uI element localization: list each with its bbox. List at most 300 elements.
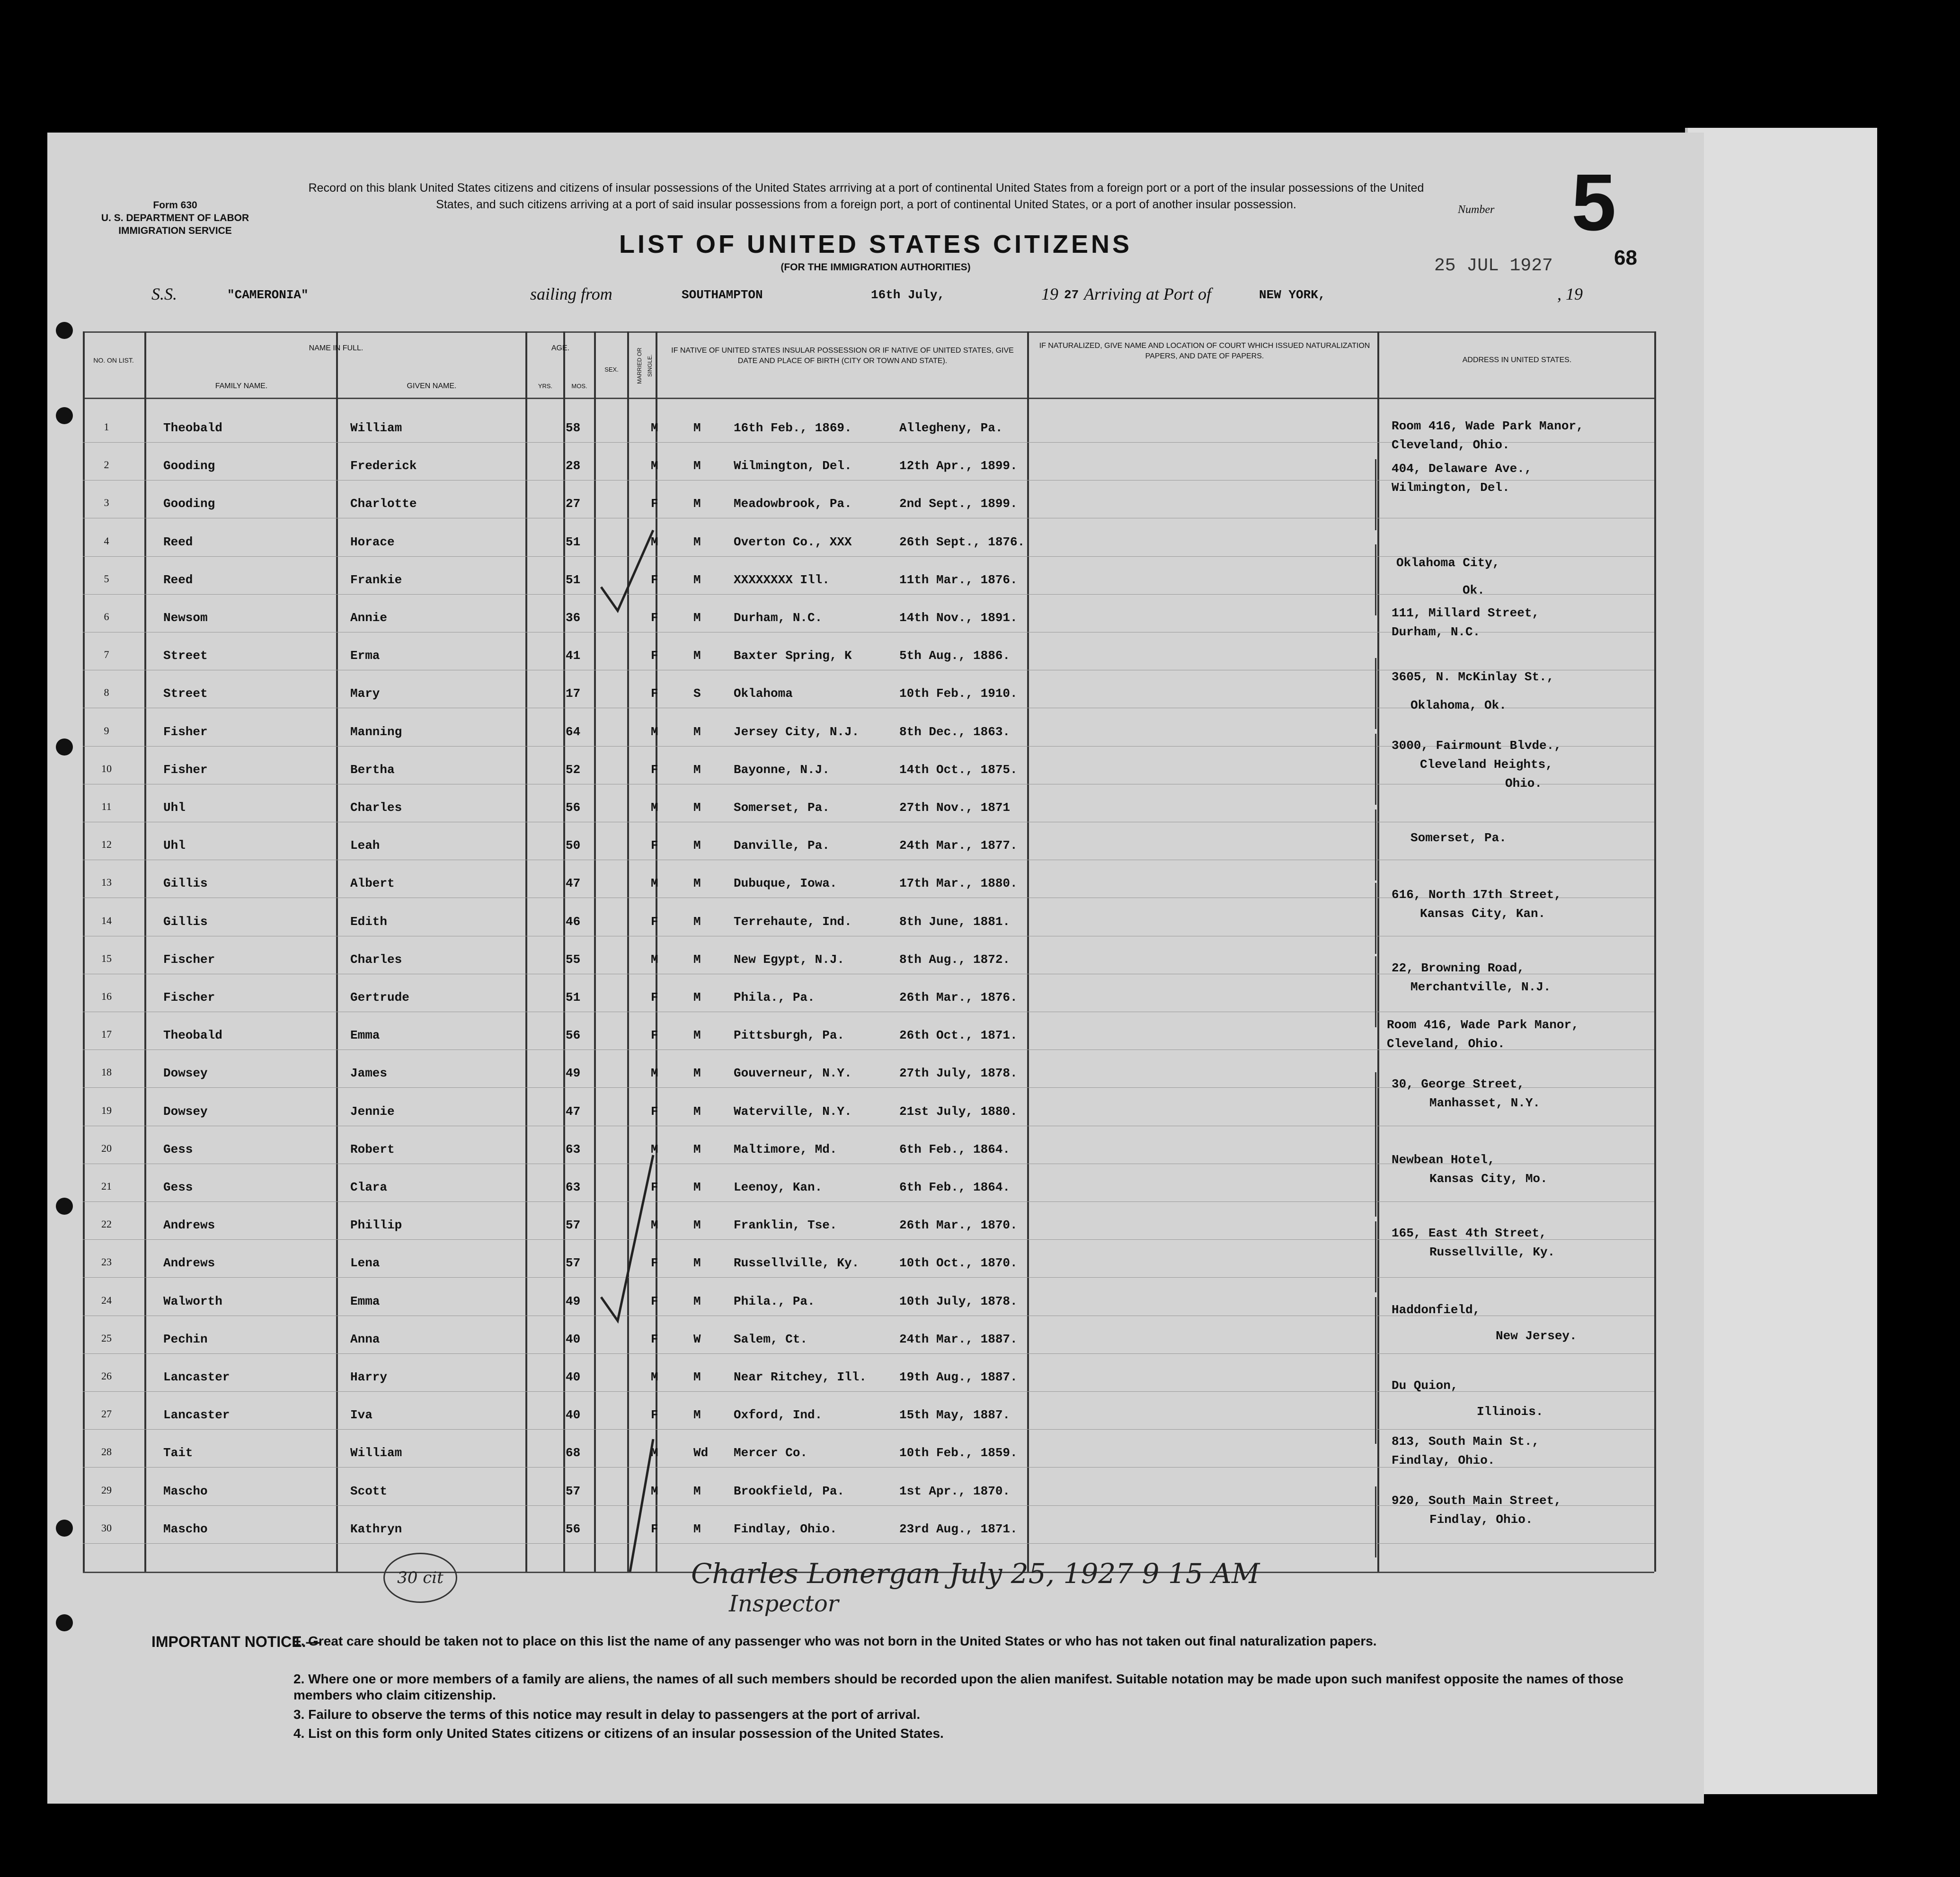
cell-ms: M bbox=[693, 459, 701, 473]
address-entry bbox=[1392, 459, 1532, 497]
address-line: Kansas City, Mo. bbox=[1429, 1172, 1548, 1186]
cell-sex: M bbox=[651, 1066, 658, 1081]
backing-sheet bbox=[1685, 128, 1877, 1794]
cell-no: 30 bbox=[101, 1521, 112, 1534]
bracket bbox=[1375, 1221, 1381, 1292]
cell-family: Tait bbox=[163, 1446, 193, 1460]
cell-family: Gess bbox=[163, 1142, 193, 1156]
cell-date: 8th June, 1881. bbox=[899, 914, 1011, 929]
page-number: 68 bbox=[1614, 246, 1637, 269]
cell-family: Street bbox=[163, 649, 208, 663]
cell-family: Mascho bbox=[163, 1484, 208, 1498]
cell-place: Pittsburgh, Pa. bbox=[734, 1028, 845, 1043]
cell-no: 6 bbox=[104, 611, 109, 623]
cell-no: 4 bbox=[104, 534, 109, 547]
address-line: Cleveland Heights, bbox=[1420, 757, 1553, 772]
cell-place: Near Ritchey, Ill. bbox=[734, 1370, 867, 1384]
cell-place: 16th Feb., 1869. bbox=[734, 421, 852, 435]
cell-place: Somerset, Pa. bbox=[734, 801, 830, 815]
cell-no: 7 bbox=[104, 649, 109, 661]
bracket bbox=[1375, 1146, 1381, 1217]
cell-place: XXXXXXXX Ill. bbox=[734, 572, 830, 587]
cell-date: 26th Mar., 1876. bbox=[899, 990, 1018, 1005]
header-instructions: Record on this blank United States citizens and citizens of insular possessions of the United States arrriving at a port of continental United States from a foreign port or a port of the insular possessions of the United States, and such citizens arriving at a port of said insular possessions from a foreign port, a port of continental United States, or a port of another insular possession. bbox=[308, 181, 1424, 211]
cell-yrs: 58 bbox=[566, 421, 581, 435]
number-label: Number bbox=[1458, 204, 1495, 216]
address-line: Ok. bbox=[1463, 583, 1485, 597]
arrival-port: NEW YORK, bbox=[1259, 288, 1326, 302]
punch-hole bbox=[56, 1614, 73, 1631]
address-line: Oklahoma, Ok. bbox=[1410, 698, 1507, 712]
cell-given: Edith bbox=[350, 914, 388, 929]
col-rule bbox=[1654, 331, 1656, 1572]
cell-family: Reed bbox=[163, 572, 193, 587]
cell-given: Emma bbox=[350, 1294, 380, 1308]
punch-hole bbox=[56, 322, 73, 339]
cell-date: 27th Nov., 1871 bbox=[899, 801, 1011, 815]
cell-ms: M bbox=[693, 952, 701, 967]
cell-date: 10th Feb., 1859. bbox=[899, 1446, 1018, 1460]
cell-given: William bbox=[350, 1446, 402, 1460]
col-married-header: MARRIED OR SINGLE. bbox=[636, 347, 653, 384]
cell-place: Baxter Spring, K bbox=[734, 649, 852, 663]
cell-given: Anna bbox=[350, 1332, 380, 1346]
sailing-label: sailing from bbox=[530, 285, 612, 303]
cell-given: Erma bbox=[350, 649, 380, 663]
cell-place: Meadowbrook, Pa. bbox=[734, 497, 852, 511]
ss-label: S.S. bbox=[151, 285, 177, 303]
punch-hole bbox=[56, 738, 73, 756]
address-line: Somerset, Pa. bbox=[1410, 831, 1507, 845]
punch-hole bbox=[56, 407, 73, 424]
cell-ms: Wd bbox=[693, 1446, 709, 1460]
cell-sex: F bbox=[651, 649, 658, 663]
cell-date: 2nd Sept., 1899. bbox=[899, 497, 1018, 511]
department-name: U. S. DEPARTMENT OF LABOR bbox=[101, 213, 249, 223]
col-birth-header: IF NATIVE OF UNITED STATES INSULAR POSSESSION OR IF NATIVE OF UNITED STATES, GIVE DATE AND PLACE OF BIRTH (CITY OR TOWN AND STATE). bbox=[671, 347, 1014, 365]
cell-place: Phila., Pa. bbox=[734, 1294, 815, 1308]
cell-sex: F bbox=[651, 1028, 658, 1043]
cell-yrs: 46 bbox=[566, 914, 581, 929]
cell-ms: M bbox=[693, 762, 701, 777]
cell-family: Uhl bbox=[163, 838, 186, 853]
address-line: Illinois. bbox=[1477, 1405, 1543, 1419]
cell-sex: F bbox=[651, 611, 658, 625]
page-subtitle: (FOR THE IMMIGRATION AUTHORITIES) bbox=[780, 262, 971, 273]
notice-item: 4. List on this form only United States citizens or citizens of an insular possession of the United States. bbox=[293, 1726, 944, 1741]
address-line: 920, South Main Street, bbox=[1392, 1494, 1561, 1508]
cell-place: Waterville, N.Y. bbox=[734, 1104, 852, 1119]
col-mos-header: MOS. bbox=[571, 383, 587, 390]
cell-given: Frankie bbox=[350, 572, 402, 587]
cell-sex: M bbox=[651, 724, 658, 739]
cell-sex: F bbox=[651, 914, 658, 929]
cell-sex: F bbox=[651, 1294, 658, 1308]
address-entry bbox=[1387, 1015, 1579, 1053]
cell-sex: M bbox=[651, 1446, 658, 1460]
cell-given: Lena bbox=[350, 1256, 380, 1271]
cell-date: 26th Sept., 1876. bbox=[899, 534, 1025, 549]
cell-ms: M bbox=[693, 801, 701, 815]
cell-family: Lancaster bbox=[163, 1370, 230, 1384]
address-line: Newbean Hotel, bbox=[1392, 1153, 1495, 1167]
bracket bbox=[1375, 459, 1381, 530]
col-sex-header: SEX. bbox=[604, 366, 619, 373]
cell-yrs: 63 bbox=[566, 1180, 581, 1194]
cell-date: 14th Oct., 1875. bbox=[899, 762, 1018, 777]
cell-ms: M bbox=[693, 1370, 701, 1384]
cell-no: 28 bbox=[101, 1446, 112, 1458]
bracket bbox=[1375, 544, 1381, 615]
bracket bbox=[1375, 734, 1381, 805]
notice-item: 3. Failure to observe the terms of this notice may result in delay to passengers at the port of arrival. bbox=[293, 1707, 921, 1722]
cell-ms: M bbox=[693, 1104, 701, 1119]
cell-no: 1 bbox=[104, 421, 109, 433]
cell-place: Leenoy, Kan. bbox=[734, 1180, 823, 1194]
cell-family: Gess bbox=[163, 1180, 193, 1194]
cell-date: 11th Mar., 1876. bbox=[899, 572, 1018, 587]
bracket bbox=[1375, 1297, 1381, 1373]
inspector-title: Inspector bbox=[729, 1591, 839, 1617]
cell-given: Horace bbox=[350, 534, 395, 549]
cell-ms: M bbox=[693, 497, 701, 511]
col-name-header: NAME IN FULL. bbox=[309, 344, 364, 352]
cell-no: 5 bbox=[104, 572, 109, 585]
cell-given: Bertha bbox=[350, 762, 395, 777]
col-family-header: FAMILY NAME. bbox=[215, 382, 268, 390]
address-line: Cleveland, Ohio. bbox=[1392, 438, 1510, 452]
cell-yrs: 56 bbox=[566, 1521, 581, 1536]
cell-ms: M bbox=[693, 876, 701, 891]
address-entry bbox=[1396, 549, 1499, 604]
cell-no: 19 bbox=[101, 1104, 112, 1116]
cell-no: 14 bbox=[101, 914, 112, 926]
cell-given: Albert bbox=[350, 876, 395, 891]
cell-ms: M bbox=[693, 724, 701, 739]
year-prefix: 19 bbox=[1041, 285, 1058, 303]
cell-ms: M bbox=[693, 649, 701, 663]
departure-date: 16th July, bbox=[871, 288, 945, 302]
form-number: Form 630 bbox=[153, 200, 197, 211]
bracket bbox=[1375, 956, 1381, 1027]
cell-ms: M bbox=[693, 1066, 701, 1081]
cell-date: 8th Dec., 1863. bbox=[899, 724, 1011, 739]
cell-yrs: 51 bbox=[566, 534, 581, 549]
cell-place: Durham, N.C. bbox=[734, 611, 823, 625]
cell-no: 11 bbox=[101, 801, 112, 812]
notice-item: 2. Where one or more members of a family are aliens, the names of all such members should be recorded upon the alien manifest. Suitable notation may be made upon such manifest opposite the names of those members who claim citizenship. bbox=[293, 1672, 1623, 1702]
address-entry bbox=[1392, 959, 1551, 996]
cell-yrs: 51 bbox=[566, 990, 581, 1005]
cell-given: Emma bbox=[350, 1028, 380, 1043]
cell-date: 5th Aug., 1886. bbox=[899, 649, 1011, 663]
cell-family: Theobald bbox=[163, 421, 222, 435]
cell-date: 15th May, 1887. bbox=[899, 1408, 1011, 1423]
cell-given: William bbox=[350, 421, 402, 435]
cell-place: New Egypt, N.J. bbox=[734, 952, 845, 967]
cell-ms: M bbox=[693, 1028, 701, 1043]
cell-no: 17 bbox=[101, 1028, 112, 1041]
cell-given: Robert bbox=[350, 1142, 395, 1156]
address-line: 404, Delaware Ave., bbox=[1392, 462, 1532, 476]
address-line: Du Quion, bbox=[1392, 1379, 1458, 1393]
address-line: Merchantville, N.J. bbox=[1410, 980, 1551, 994]
cell-ms: M bbox=[693, 914, 701, 929]
service-name: IMMIGRATION SERVICE bbox=[118, 225, 232, 236]
cell-given: Iva bbox=[350, 1408, 372, 1423]
check-marks bbox=[582, 398, 705, 1572]
cell-family: Lancaster bbox=[163, 1408, 230, 1423]
cell-place: Oxford, Ind. bbox=[734, 1408, 823, 1423]
cell-no: 24 bbox=[101, 1294, 112, 1306]
cell-place: Russellville, Ky. bbox=[734, 1256, 860, 1271]
citizen-count-note: 30 cit bbox=[383, 1553, 457, 1603]
cell-family: Newsom bbox=[163, 611, 208, 625]
cell-family: Walworth bbox=[163, 1294, 222, 1308]
col-age-header: AGE. bbox=[551, 344, 570, 352]
cell-ms: M bbox=[693, 838, 701, 853]
address-line: Wilmington, Del. bbox=[1392, 480, 1510, 495]
cell-place: Overton Co., XXX bbox=[734, 534, 852, 549]
cell-no: 10 bbox=[101, 762, 112, 774]
address-line: Manhasset, N.Y. bbox=[1429, 1096, 1541, 1110]
cell-yrs: 17 bbox=[566, 686, 581, 701]
bracket bbox=[1375, 1072, 1381, 1148]
cell-yrs: 49 bbox=[566, 1066, 581, 1081]
page-title: LIST OF UNITED STATES CITIZENS bbox=[619, 230, 1132, 258]
address-line: 165, East 4th Street, bbox=[1392, 1226, 1547, 1240]
cell-given: Leah bbox=[350, 838, 380, 853]
cell-date: 23rd Aug., 1871. bbox=[899, 1521, 1018, 1536]
cell-date: 6th Feb., 1864. bbox=[899, 1180, 1011, 1194]
cell-place: Jersey City, N.J. bbox=[734, 724, 860, 739]
cell-date: 19th Aug., 1887. bbox=[899, 1370, 1018, 1384]
cell-yrs: 57 bbox=[566, 1218, 581, 1233]
cell-ms: M bbox=[693, 990, 701, 1005]
cell-yrs: 55 bbox=[566, 952, 581, 967]
cell-family: Theobald bbox=[163, 1028, 222, 1043]
bracket bbox=[1375, 1486, 1381, 1557]
cell-place: Phila., Pa. bbox=[734, 990, 815, 1005]
notice-item: 1. Great care should be taken not to place on this list the name of any passenger who was not born in the United States or who has not taken out final naturalization papers. bbox=[293, 1634, 1377, 1648]
arrival-year: , 19 bbox=[1557, 285, 1583, 303]
cell-yrs: 56 bbox=[566, 801, 581, 815]
cell-date: 26th Oct., 1871. bbox=[899, 1028, 1018, 1043]
cell-given: Mary bbox=[350, 686, 380, 701]
cell-place: Oklahoma bbox=[734, 686, 793, 701]
cell-no: 9 bbox=[104, 724, 109, 737]
cell-place: Franklin, Tse. bbox=[734, 1218, 837, 1233]
cell-ms: M bbox=[693, 1180, 701, 1194]
cell-yrs: 50 bbox=[566, 838, 581, 853]
cell-place: Gouverneur, N.Y. bbox=[734, 1066, 852, 1081]
cell-place: Wilmington, Del. bbox=[734, 459, 852, 473]
cell-family: Fisher bbox=[163, 762, 208, 777]
punch-hole bbox=[56, 1198, 73, 1215]
cell-family: Uhl bbox=[163, 801, 186, 815]
address-line: Haddonfield, bbox=[1392, 1303, 1481, 1317]
cell-yrs: 68 bbox=[566, 1446, 581, 1460]
cell-sex: M bbox=[651, 1370, 658, 1384]
cell-ms: M bbox=[693, 572, 701, 587]
cell-yrs: 47 bbox=[566, 876, 581, 891]
header-rule bbox=[83, 398, 1654, 399]
cell-place: Salem, Ct. bbox=[734, 1332, 808, 1346]
address-line: Room 416, Wade Park Manor, bbox=[1392, 419, 1584, 433]
cell-sex: F bbox=[651, 686, 658, 701]
cell-no: 12 bbox=[101, 838, 112, 851]
cell-no: 18 bbox=[101, 1066, 112, 1078]
col-given-header: GIVEN NAME. bbox=[407, 382, 457, 390]
col-no-header: NO. ON LIST. bbox=[93, 356, 134, 364]
cell-family: Street bbox=[163, 686, 208, 701]
cell-ms: M bbox=[693, 1142, 701, 1156]
cell-date: 21st July, 1880. bbox=[899, 1104, 1018, 1119]
cell-no: 29 bbox=[101, 1484, 112, 1496]
notice-heading: IMPORTANT NOTICE.— bbox=[151, 1633, 321, 1650]
address-line: Russellville, Ky. bbox=[1429, 1245, 1555, 1259]
cell-place: Dubuque, Iowa. bbox=[734, 876, 837, 891]
cell-no: 8 bbox=[104, 686, 109, 699]
cell-yrs: 56 bbox=[566, 1028, 581, 1043]
list-number: 5 bbox=[1571, 158, 1616, 248]
cell-family: Gillis bbox=[163, 914, 208, 929]
cell-place: Terrehaute, Ind. bbox=[734, 914, 852, 929]
table-top-rule bbox=[83, 331, 1654, 333]
cell-date: 14th Nov., 1891. bbox=[899, 611, 1018, 625]
cell-sex: M bbox=[651, 801, 658, 815]
cell-place: Danville, Pa. bbox=[734, 838, 830, 853]
cell-given: Harry bbox=[350, 1370, 388, 1384]
cell-sex: M bbox=[651, 876, 658, 891]
cell-yrs: 40 bbox=[566, 1370, 581, 1384]
cell-sex: F bbox=[651, 1408, 658, 1423]
cell-place: Brookfield, Pa. bbox=[734, 1484, 845, 1498]
year-value: 27 bbox=[1064, 288, 1079, 302]
cell-no: 20 bbox=[101, 1142, 112, 1154]
cell-given: Frederick bbox=[350, 459, 417, 473]
cell-date: 12th Apr., 1899. bbox=[899, 459, 1018, 473]
address-line: 616, North 17th Street, bbox=[1392, 888, 1561, 902]
address-entry bbox=[1392, 1297, 1577, 1349]
punch-hole bbox=[56, 1520, 73, 1537]
cell-family: Fischer bbox=[163, 990, 215, 1005]
cell-ms: M bbox=[693, 611, 701, 625]
cell-yrs: 52 bbox=[566, 762, 581, 777]
cell-date: 17th Mar., 1880. bbox=[899, 876, 1018, 891]
cell-family: Dowsey bbox=[163, 1066, 208, 1081]
cell-ms: S bbox=[693, 686, 701, 701]
cell-place: Findlay, Ohio. bbox=[734, 1521, 837, 1536]
cell-family: Fischer bbox=[163, 952, 215, 967]
cell-sex: M bbox=[651, 421, 658, 435]
cell-family: Reed bbox=[163, 534, 193, 549]
cell-yrs: 40 bbox=[566, 1332, 581, 1346]
cell-given: Kathryn bbox=[350, 1521, 402, 1536]
cell-no: 25 bbox=[101, 1332, 112, 1344]
address-entry bbox=[1410, 828, 1507, 847]
address-line: 813, South Main St., bbox=[1392, 1434, 1540, 1449]
cell-date: 24th Mar., 1887. bbox=[899, 1332, 1018, 1346]
address-entry bbox=[1392, 1373, 1543, 1425]
cell-sex: F bbox=[651, 762, 658, 777]
cell-date: 8th Aug., 1872. bbox=[899, 952, 1011, 967]
cell-given: Jennie bbox=[350, 1104, 395, 1119]
ship-name: "CAMERONIA" bbox=[227, 288, 309, 302]
cell-date: Allegheny, Pa. bbox=[899, 421, 1003, 435]
cell-family: Mascho bbox=[163, 1521, 208, 1536]
cell-ms: M bbox=[693, 1408, 701, 1423]
address-line: Ohio. bbox=[1505, 776, 1543, 791]
address-entry bbox=[1392, 1150, 1548, 1188]
cell-sex: F bbox=[651, 990, 658, 1005]
cell-family: Gooding bbox=[163, 459, 215, 473]
cell-yrs: 36 bbox=[566, 611, 581, 625]
cell-yrs: 57 bbox=[566, 1484, 581, 1498]
cell-no: 16 bbox=[101, 990, 112, 1002]
col-address-header: ADDRESS IN UNITED STATES. bbox=[1462, 356, 1572, 364]
cell-sex: M bbox=[651, 952, 658, 967]
cell-given: Manning bbox=[350, 724, 402, 739]
cell-ms: M bbox=[693, 1218, 701, 1233]
cell-yrs: 64 bbox=[566, 724, 581, 739]
address-line: Findlay, Ohio. bbox=[1392, 1453, 1495, 1468]
cell-date: 27th July, 1878. bbox=[899, 1066, 1018, 1081]
cell-sex: F bbox=[651, 1521, 658, 1536]
cell-sex: F bbox=[651, 1256, 658, 1271]
address-line: Oklahoma City, bbox=[1396, 556, 1500, 570]
cell-date: 10th Oct., 1870. bbox=[899, 1256, 1018, 1271]
cell-sex: M bbox=[651, 1142, 658, 1156]
cell-sex: M bbox=[651, 1484, 658, 1498]
address-entry bbox=[1392, 604, 1539, 641]
col-naturalized-header: IF NATURALIZED, GIVE NAME AND LOCATION OF COURT WHICH ISSUED NATURALIZATION PAPERS, AND DATE OF PAPERS. bbox=[1039, 342, 1370, 360]
date-stamp: 25 JUL 1927 bbox=[1434, 256, 1553, 276]
cell-sex: M bbox=[651, 459, 658, 473]
arriving-label: Arriving at Port of bbox=[1084, 285, 1211, 303]
cell-ms: M bbox=[693, 1484, 701, 1498]
address-entry bbox=[1392, 736, 1561, 793]
cell-given: James bbox=[350, 1066, 388, 1081]
cell-given: Clara bbox=[350, 1180, 388, 1194]
cell-sex: F bbox=[651, 838, 658, 853]
address-line: 3000, Fairmount Blvde., bbox=[1392, 738, 1561, 753]
cell-no: 15 bbox=[101, 952, 112, 964]
cell-ms: M bbox=[693, 1521, 701, 1536]
address-line: 30, George Street, bbox=[1392, 1077, 1525, 1091]
cell-ms: W bbox=[693, 1332, 701, 1346]
address-entry bbox=[1392, 1075, 1540, 1112]
cell-sex: F bbox=[651, 497, 658, 511]
cell-yrs: 40 bbox=[566, 1408, 581, 1423]
cell-no: 23 bbox=[101, 1256, 112, 1268]
cell-ms: M bbox=[693, 421, 701, 435]
address-entry bbox=[1392, 885, 1561, 923]
cell-no: 27 bbox=[101, 1408, 112, 1420]
address-line: 22, Browning Road, bbox=[1392, 961, 1525, 975]
cell-family: Andrews bbox=[163, 1218, 215, 1233]
bracket bbox=[1375, 810, 1381, 881]
cell-no: 26 bbox=[101, 1370, 112, 1382]
address-line: Findlay, Ohio. bbox=[1429, 1512, 1533, 1527]
cell-place: Mercer Co. bbox=[734, 1446, 808, 1460]
cell-sex: M bbox=[651, 1218, 658, 1233]
cell-yrs: 47 bbox=[566, 1104, 581, 1119]
cell-place: Maltimore, Md. bbox=[734, 1142, 837, 1156]
cell-given: Annie bbox=[350, 611, 388, 625]
address-entry bbox=[1392, 1432, 1539, 1470]
address-line: Kansas City, Kan. bbox=[1420, 907, 1546, 921]
